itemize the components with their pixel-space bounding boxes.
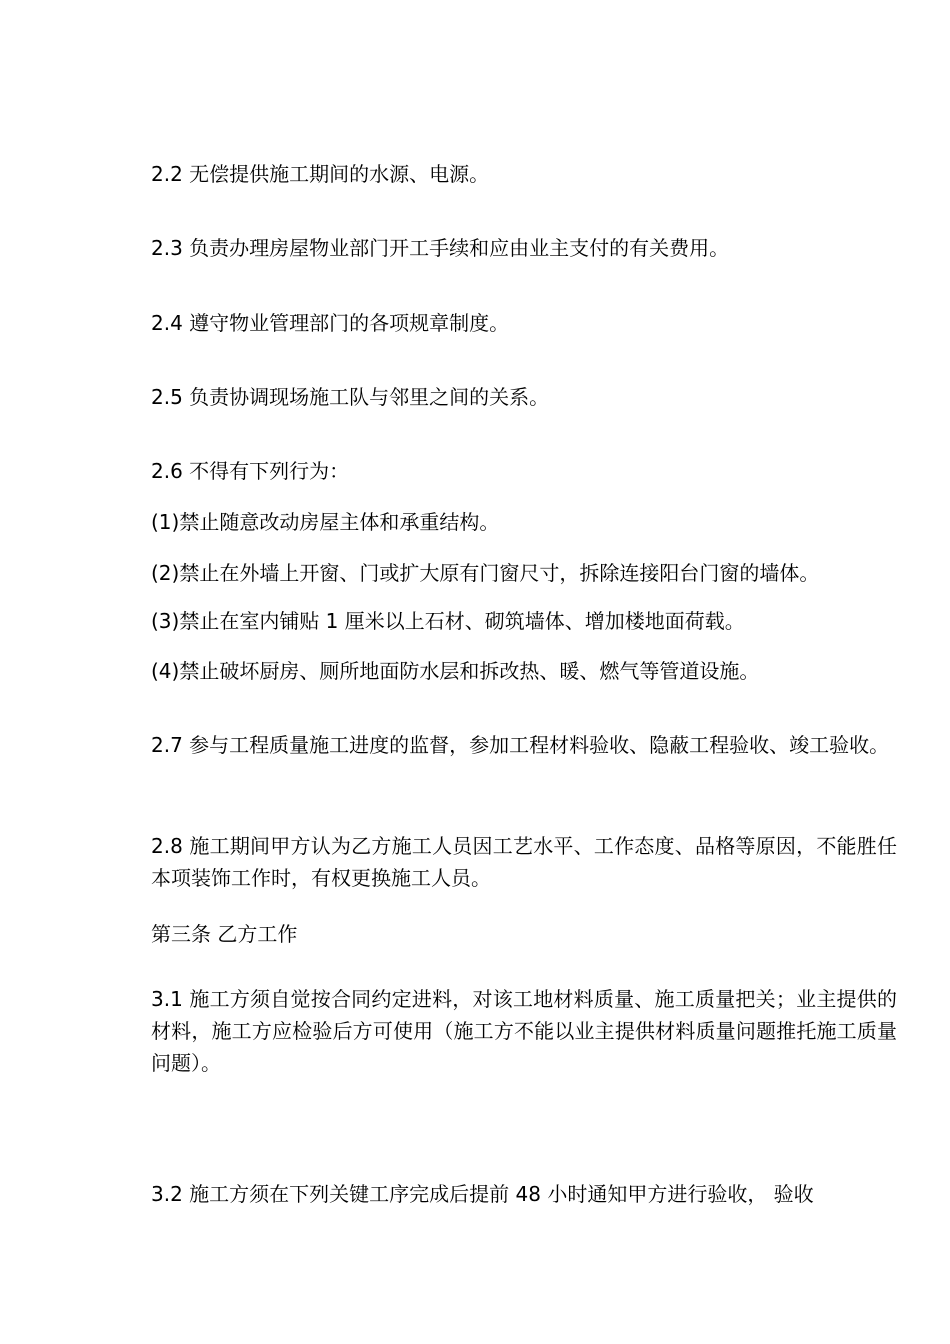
article-3-heading: 第三条 乙方工作 — [151, 922, 298, 946]
clause-2-3: 2.3 负责办理房屋物业部门开工手续和应由业主支付的有关费用。 — [151, 236, 730, 260]
clause-3-2: 3.2 施工方须在下列关键工序完成后提前 48 小时通知甲方进行验收， 验收 — [151, 1182, 814, 1206]
clause-2-7: 2.7 参与工程质量施工进度的监督，参加工程材料验收、隐蔽工程验收、竣工验收。 — [151, 733, 890, 757]
clause-2-6-item-4: (4)禁止破坏厨房、厕所地面防水层和拆改热、暖、燃气等管道设施。 — [151, 659, 760, 683]
clause-2-2: 2.2 无偿提供施工期间的水源、电源。 — [151, 162, 490, 186]
clause-2-6-item-1: (1)禁止随意改动房屋主体和承重结构。 — [151, 510, 500, 534]
clause-2-4: 2.4 遵守物业管理部门的各项规章制度。 — [151, 311, 510, 335]
clause-2-6-item-3: (3)禁止在室内铺贴 1 厘米以上石材、砌筑墙体、增加楼地面荷载。 — [151, 609, 745, 633]
clause-2-8: 2.8 施工期间甲方认为乙方施工人员因工艺水平、工作态度、品格等原因，不能胜任本项装饰工作时，有权更换施工人员。 — [151, 834, 897, 890]
clause-2-6-item-2: (2)禁止在外墙上开窗、门或扩大原有门窗尺寸，拆除连接阳台门窗的墙体。 — [151, 561, 820, 585]
clause-3-1: 3.1 施工方须自觉按合同约定进料，对该工地材料质量、施工质量把关；业主提供的材料，施工方应检验后方可使用（施工方不能以业主提供材料质量问题推托施工质量问题）。 — [151, 987, 897, 1075]
clause-2-6: 2.6 不得有下列行为： — [151, 459, 350, 483]
clause-2-5: 2.5 负责协调现场施工队与邻里之间的关系。 — [151, 385, 550, 409]
